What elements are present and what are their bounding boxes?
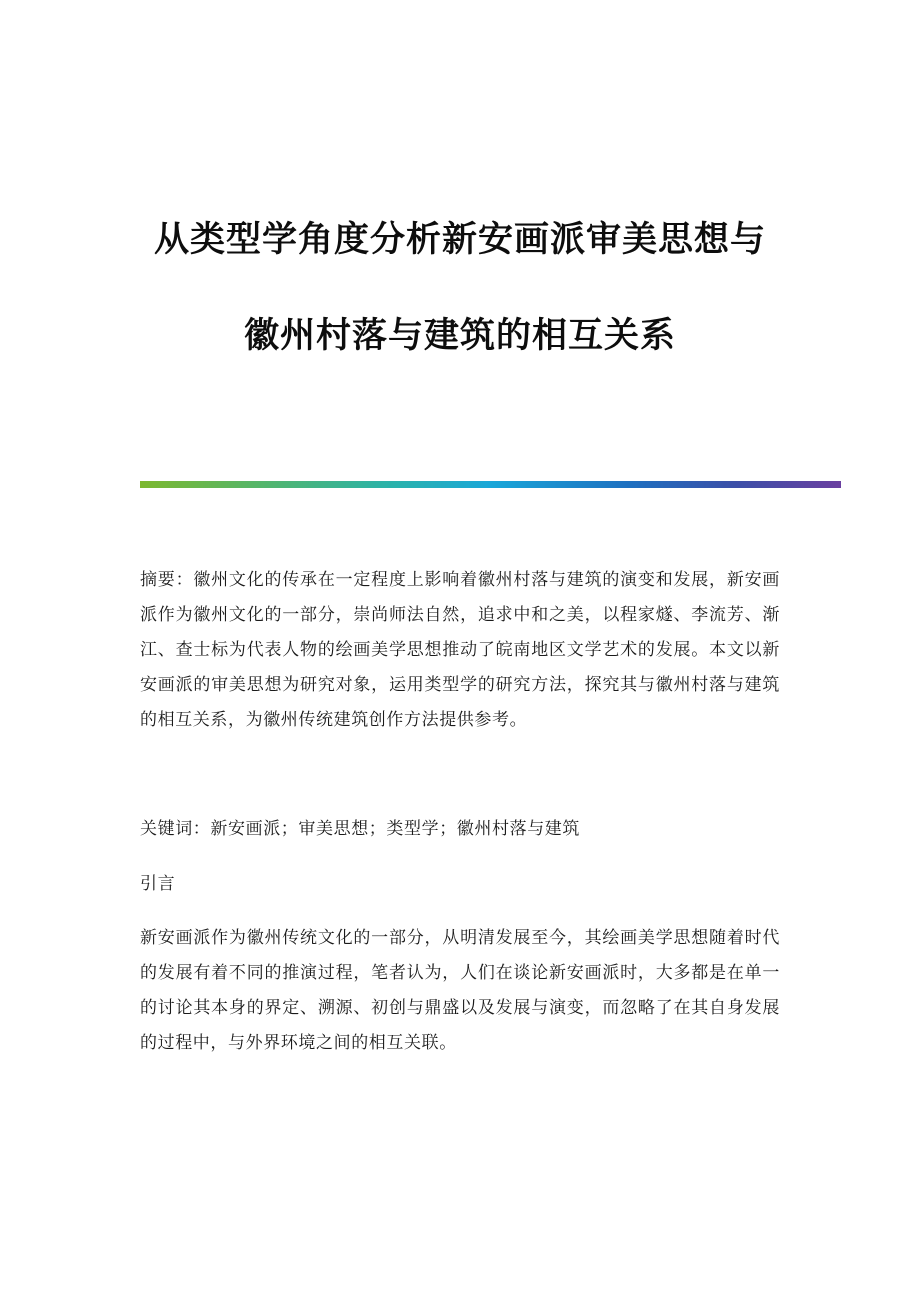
keywords-line: 关键词：新安画派；审美思想；类型学；徽州村落与建筑	[140, 819, 580, 839]
intro-paragraph: 新安画派作为徽州传统文化的一部分，从明清发展至今，其绘画美学思想随着时代的发展有着不同的推演过程，笔者认为，人们在谈论新安画派时，大多都是在单一的讨论其本身的界定、溯源、初创与鼎盛以及发展与演变，而忽略了在其自身发展的过程中，与外界环境之间的相互关联。	[140, 928, 780, 1053]
gradient-divider	[140, 481, 841, 488]
title-line-2: 徽州村落与建筑的相互关系	[243, 316, 676, 356]
title-line-1: 从类型学角度分析新安画派审美思想与	[153, 220, 766, 260]
section-heading-intro: 引言	[140, 874, 176, 894]
abstract-paragraph: 摘要：徽州文化的传承在一定程度上影响着徽州村落与建筑的演变和发展，新安画派作为徽州文化的一部分，崇尚师法自然，追求中和之美，以程家燧、李流芳、渐江、查士标为代表人物的绘画美学思想推动了皖南地区文学艺术的发展。本文以新安画派的审美思想为研究对象，运用类型学的研究方法，探究其与徽州村落与建筑的相互关系，为徽州传统建筑创作方法提供参考。	[140, 570, 780, 730]
